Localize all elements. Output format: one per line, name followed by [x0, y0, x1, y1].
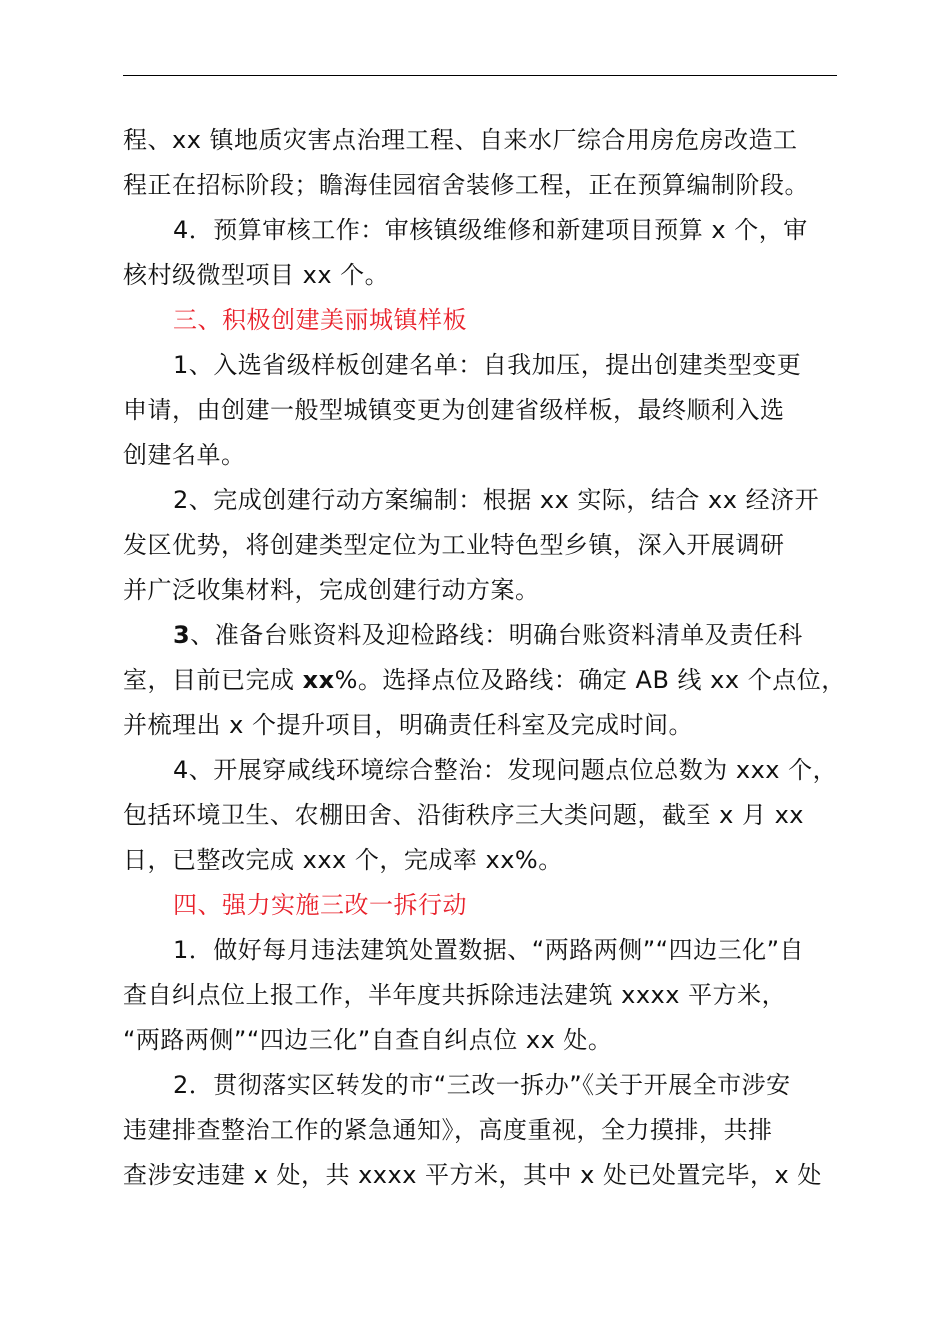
header-rule: [123, 75, 837, 76]
list-number: 3: [173, 621, 191, 649]
paragraph: [123, 343, 863, 478]
text-line: 日，已整改完成 xxx 个，完成率 xx%。: [123, 846, 563, 874]
paragraph: [123, 613, 863, 748]
section-heading: 四、强力实施三改一拆行动: [173, 891, 467, 919]
paragraph: [123, 118, 863, 208]
text-line: 查自纠点位上报工作，半年度共拆除违法建筑 xxxx 平方米，: [123, 981, 787, 1009]
text-line: 4．预算审核工作：审核镇级维修和新建项目预算 x 个，审: [173, 216, 808, 244]
text-span: %。选择点位及路线：确定 AB 线 xx 个点位，: [334, 666, 846, 694]
document-body: [123, 118, 863, 1198]
text-span: 室，目前已完成: [123, 666, 303, 694]
text-line: 2．贯彻落实区转发的市“三改一拆办”《关于开展全市涉安: [173, 1071, 791, 1099]
text-line: 核村级微型项目 xx 个。: [123, 261, 390, 289]
text-line: 查涉安违建 x 处，共 xxxx 平方米，其中 x 处已处置完毕，x 处: [123, 1161, 822, 1189]
text-line: 1．做好每月违法建筑处置数据、“两路两侧”“四边三化”自: [173, 936, 805, 964]
section-heading: 三、积极创建美丽城镇样板: [173, 306, 467, 334]
text-line: 违建排查整治工作的紧急通知》，高度重视，全力摸排，共排: [123, 1116, 773, 1144]
text-line: 4、开展穿咸线环境综合整治：发现问题点位总数为 xxx 个，: [173, 756, 838, 784]
paragraph: [123, 208, 863, 298]
text-line: 2、完成创建行动方案编制：根据 xx 实际，结合 xx 经济开: [173, 486, 820, 514]
text-line: 程、xx 镇地质灾害点治理工程、自来水厂综合用房危房改造工: [123, 126, 798, 154]
paragraph: [123, 928, 863, 1063]
text-line: 1、入选省级样板创建名单：自我加压，提出创建类型变更: [173, 351, 802, 379]
text-line: “两路两侧”“四边三化”自查自纠点位 xx 处。: [123, 1026, 613, 1054]
text-line: 申请，由创建一般型城镇变更为创建省级样板，最终顺利入选: [123, 396, 785, 424]
text-line: 程正在招标阶段；瞻海佳园宿舍装修工程，正在预算编制阶段。: [123, 171, 809, 199]
paragraph: [123, 748, 863, 883]
text-line: 并梳理出 x 个提升项目，明确责任科室及完成时间。: [123, 711, 693, 739]
text-line: 并广泛收集材料，完成创建行动方案。: [123, 576, 540, 604]
text-line: [123, 658, 863, 703]
text-span: 、准备台账资料及迎检路线：明确台账资料清单及责任科: [190, 621, 803, 649]
text-line: [123, 613, 863, 658]
text-line: 发区优势，将创建类型定位为工业特色型乡镇，深入开展调研: [123, 531, 785, 559]
text-line: 创建名单。: [123, 441, 246, 469]
paragraph: [123, 478, 863, 613]
paragraph: [123, 1063, 863, 1198]
text-line: 包括环境卫生、农棚田舍、沿街秩序三大类问题，截至 x 月 xx: [123, 801, 804, 829]
bold-value: xx: [302, 666, 335, 694]
